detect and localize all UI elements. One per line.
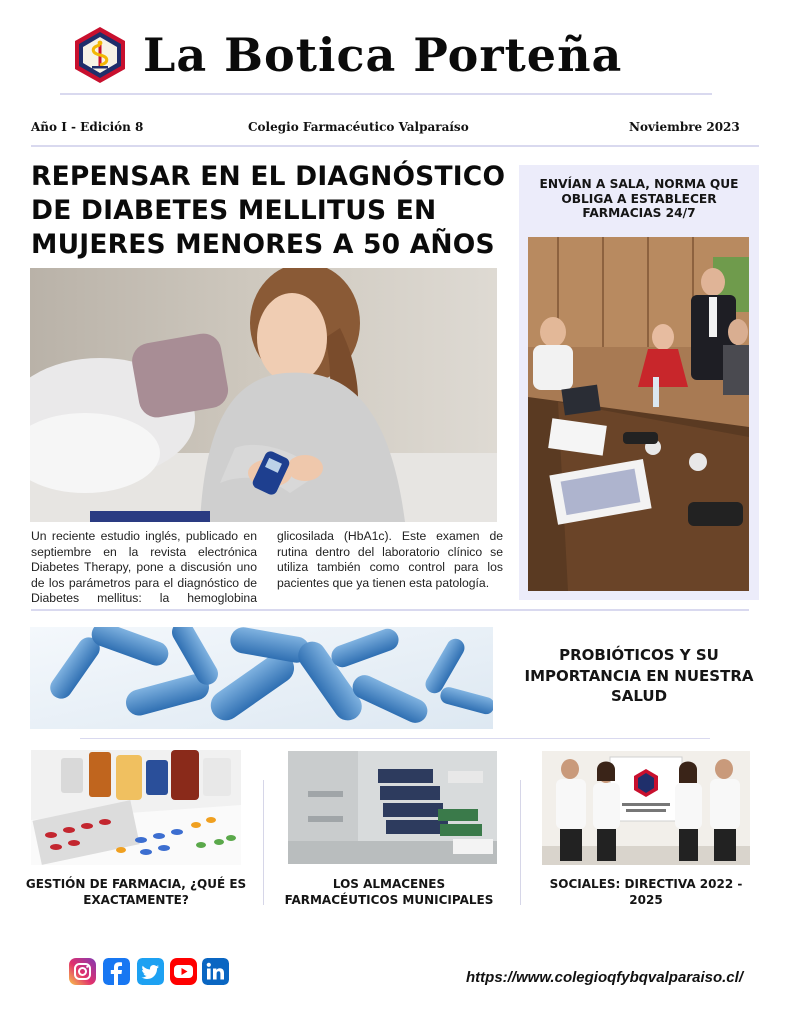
social-directive-photo[interactable] bbox=[542, 751, 750, 865]
sidebar-photo[interactable] bbox=[528, 237, 749, 591]
card-title-social-directive[interactable]: SOCIALES: DIRECTIVA 2022 - 2025 bbox=[549, 877, 743, 907]
card-title-pharmacy-management[interactable]: GESTIÓN DE FARMACIA, ¿QUÉ ES EXACTAMENTE? bbox=[25, 877, 247, 907]
pharmacy-management-photo[interactable] bbox=[31, 750, 241, 865]
twitter-icon[interactable] bbox=[137, 958, 164, 985]
probiotics-headline[interactable]: PROBIÓTICOS Y SU IMPORTANCIA EN NUESTRA SALUD bbox=[524, 646, 754, 705]
main-article-photo[interactable] bbox=[30, 268, 497, 522]
section-divider bbox=[31, 609, 749, 611]
group-photo-image bbox=[542, 751, 750, 865]
pharmacy-logo-icon bbox=[73, 26, 127, 84]
card-divider-1 bbox=[263, 780, 264, 905]
facebook-icon[interactable] bbox=[103, 958, 130, 985]
masthead-divider bbox=[60, 93, 712, 95]
issue-bar-divider bbox=[31, 145, 759, 147]
cards-divider bbox=[80, 738, 710, 739]
card-divider-2 bbox=[520, 780, 521, 905]
main-article-body: Un reciente estudio inglés, publicado en septiembre en la revista electrónica Diabetes Therapy, pone a discusión uno de los parámetros para el diagnóstico de Diabetes mellitus: la hemoglobina glicosilada (HbA1c). Este examen de rutina dentro del laboratorio clínico se utiliza también como control para los pacientes que ya tienen esta patología. bbox=[31, 529, 503, 606]
bacteria-image bbox=[30, 627, 493, 729]
sidebar-headline[interactable]: ENVÍAN A SALA, NORMA QUE OBLIGA A ESTABLECER FARMACIAS 24/7 bbox=[539, 177, 739, 220]
website-link[interactable]: https://www.colegioqfybqvalparaiso.cl/ bbox=[466, 969, 743, 986]
issue-edition: Año I - Edición 8 bbox=[31, 120, 144, 134]
woman-glucometer-image bbox=[30, 268, 497, 522]
linkedin-icon[interactable] bbox=[202, 958, 229, 985]
masthead-title: La Botica Porteña bbox=[143, 28, 623, 82]
warehouse-shelves-image bbox=[288, 751, 497, 864]
card-title-municipal-warehouses[interactable]: LOS ALMACENES FARMACÉUTICOS MUNICIPALES bbox=[284, 877, 494, 907]
probiotics-photo[interactable] bbox=[30, 627, 493, 729]
medicines-image bbox=[31, 750, 241, 865]
municipal-warehouses-photo[interactable] bbox=[288, 751, 497, 864]
instagram-icon[interactable] bbox=[69, 958, 96, 985]
issue-date: Noviembre 2023 bbox=[629, 120, 740, 134]
issue-publisher: Colegio Farmacéutico Valparaíso bbox=[248, 120, 469, 134]
main-article-headline[interactable]: REPENSAR EN EL DIAGNÓSTICO DE DIABETES MELLITUS EN MUJERES MENORES A 50 AÑOS bbox=[31, 161, 506, 260]
youtube-icon[interactable] bbox=[170, 958, 197, 985]
meeting-room-image bbox=[528, 237, 749, 591]
